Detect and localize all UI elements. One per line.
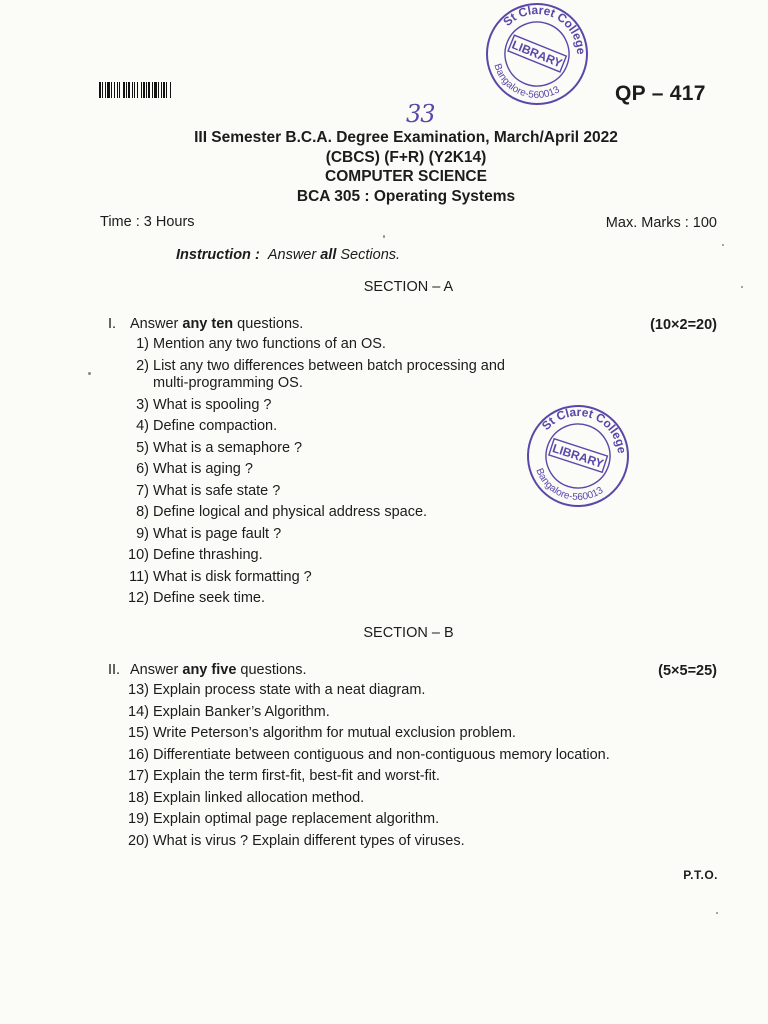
question-number: 10): [128, 547, 149, 563]
barcode-bar: [166, 82, 167, 98]
barcode-bar: [117, 82, 118, 98]
question-item: [116, 831, 610, 853]
question-item: [116, 438, 505, 460]
question-number: 11): [129, 568, 149, 585]
question-item: [116, 416, 505, 438]
question-number: 16): [128, 746, 149, 763]
question-number: 15): [128, 725, 149, 741]
question-number: 14): [128, 703, 149, 720]
section-a-roman: I.: [108, 316, 117, 332]
question-text: Define seek time.: [153, 590, 266, 606]
section-b-roman: II.: [108, 662, 121, 678]
barcode-bar: [132, 82, 133, 98]
question-number: 6): [136, 461, 149, 477]
section-b-intro-bold: any five: [182, 662, 237, 678]
question-number: 8): [136, 504, 149, 520]
question-number: 1): [136, 336, 149, 352]
question-number: 9): [136, 525, 149, 542]
question-item: [116, 545, 505, 567]
exam-scheme: (CBCS) (F+R) (Y2K14): [325, 148, 487, 166]
question-item: [116, 395, 505, 417]
section-b-questions: [116, 680, 610, 852]
barcode-bar: [105, 82, 106, 98]
question-item: [116, 809, 610, 831]
stamp-college-text: St Claret College: [500, 2, 589, 55]
barcode-bar: [158, 82, 159, 98]
barcode-bar: [134, 82, 135, 98]
section-b-title-text: SECTION – B: [363, 625, 454, 641]
question-text: What is spooling ?: [153, 396, 272, 413]
barcode-bar: [111, 82, 112, 98]
question-item: [116, 588, 505, 610]
section-a-intro-before: Answer: [130, 316, 183, 332]
barcode-bar: [163, 82, 165, 98]
question-text: Define logical and physical address space.: [153, 504, 428, 520]
question-number: 3): [136, 396, 149, 413]
barcode-bar: [141, 82, 142, 98]
exam-duration: Time : 3 Hours: [100, 214, 195, 230]
question-number: 13): [128, 682, 149, 698]
library-stamp: [479, 2, 595, 106]
section-a-title-text: SECTION – A: [363, 279, 454, 295]
question-item: [116, 680, 610, 702]
barcode-bar: [126, 82, 127, 98]
question-number: 4): [136, 418, 149, 434]
barcode-bar: [170, 82, 171, 98]
question-text: Differentiate between contiguous and non-contiguous memory location.: [153, 746, 610, 763]
please-turn-over: P.T.O.: [683, 868, 718, 882]
question-item: [116, 334, 505, 356]
section-a-questions: [116, 334, 505, 610]
exam-title: III Semester B.C.A. Degree Examination, March/April 2022: [194, 129, 618, 146]
section-a-title: [0, 279, 768, 295]
question-item: [116, 766, 610, 788]
question-text: What is disk formatting ?: [153, 568, 312, 585]
question-text: Mention any two functions of an OS.: [153, 336, 386, 352]
question-number: 17): [128, 768, 149, 784]
stamp-college-text: St Claret College: [538, 404, 629, 455]
question-paper-code: QP – 417: [615, 82, 706, 105]
question-item: [116, 567, 505, 589]
stamp-center-text: LIBRARY: [550, 441, 606, 471]
question-number: 19): [128, 811, 149, 827]
barcode-bar: [161, 82, 162, 98]
question-number: 5): [136, 439, 149, 456]
question-text: Explain optimal page replacement algorithm.: [153, 811, 440, 827]
exam-subject: COMPUTER SCIENCE: [325, 168, 487, 185]
question-text: Explain the term first-fit, best-fit and worst-fit.: [153, 768, 440, 784]
question-text: Explain Banker’s Algorithm.: [153, 703, 330, 720]
section-a-intro-after: questions.: [233, 316, 304, 332]
question-item: [116, 745, 610, 767]
question-text: Write Peterson’s algorithm for mutual exclusion problem.: [153, 725, 516, 741]
stamp-city-text: Bangalore-560013: [533, 466, 606, 504]
barcode-bar: [114, 82, 115, 98]
scan-speck: [88, 372, 91, 375]
question-text: Define compaction.: [153, 418, 278, 434]
question-text: What is page fault ?: [153, 525, 282, 542]
question-item: [116, 459, 505, 481]
exam-heading: [0, 128, 768, 206]
max-marks: Max. Marks : 100: [605, 215, 717, 231]
section-b-intro-before: Answer: [130, 662, 183, 678]
handwritten-mark: 33: [406, 100, 435, 128]
barcode-bar: [123, 82, 125, 98]
question-item: [116, 723, 610, 745]
exam-paper: BCA 305 : Operating Systems: [296, 187, 516, 205]
question-text: What is safe state ?: [153, 482, 281, 499]
question-item: [116, 788, 610, 810]
barcode-bar: [152, 82, 153, 98]
section-b-intro-after: questions.: [236, 662, 307, 678]
question-text: What is virus ? Explain different types of viruses.: [153, 832, 465, 849]
question-text: Explain linked allocation method.: [153, 789, 365, 806]
scan-speck: [741, 286, 743, 288]
question-text: List any two differences between batch processing and multi-programming OS.: [153, 357, 505, 391]
instruction-text-before: Answer: [267, 247, 321, 263]
section-a-instruction: [108, 316, 303, 332]
question-number: 7): [136, 482, 149, 499]
question-item: [116, 524, 505, 546]
barcode-bar: [146, 82, 147, 98]
barcode-bar: [119, 82, 120, 98]
question-number: 2): [136, 357, 149, 374]
barcode-bar: [107, 82, 110, 98]
barcode-bar: [154, 82, 157, 98]
question-text: What is a semaphore ?: [153, 439, 303, 456]
barcode-bar: [148, 82, 150, 98]
instruction-text-after: Sections.: [336, 247, 401, 263]
barcode: [99, 82, 201, 98]
question-item: [116, 702, 610, 724]
question-text: Explain process state with a neat diagram.: [153, 682, 426, 698]
barcode-bar: [99, 82, 101, 98]
question-number: 18): [128, 789, 149, 806]
barcode-bar: [137, 82, 138, 98]
barcode-bar: [143, 82, 145, 98]
scan-speck: [383, 235, 385, 238]
barcode-bar: [102, 82, 103, 98]
section-a-marks: (10×2=20): [650, 317, 717, 333]
barcode-bar: [128, 82, 130, 98]
instruction: [176, 247, 400, 263]
scan-speck: [722, 244, 724, 246]
stamp-city-text: Bangalore-560013: [491, 62, 562, 102]
section-a-intro-bold: any ten: [182, 316, 234, 332]
instruction-label: Instruction :: [176, 247, 260, 263]
question-item: [116, 481, 505, 503]
scan-speck: [716, 912, 718, 914]
question-number: 12): [128, 590, 149, 606]
question-text: What is aging ?: [153, 461, 253, 477]
section-b-title: [0, 625, 768, 641]
question-number: 20): [128, 832, 149, 849]
question-item: [116, 502, 505, 524]
stamp-center-text: LIBRARY: [509, 37, 565, 71]
section-b-marks: (5×5=25): [658, 663, 717, 679]
library-stamp: [520, 402, 636, 510]
question-text: Define thrashing.: [153, 547, 263, 563]
section-b-instruction: [108, 662, 307, 678]
instruction-emphasis: all: [320, 247, 337, 263]
question-item: [116, 356, 505, 395]
